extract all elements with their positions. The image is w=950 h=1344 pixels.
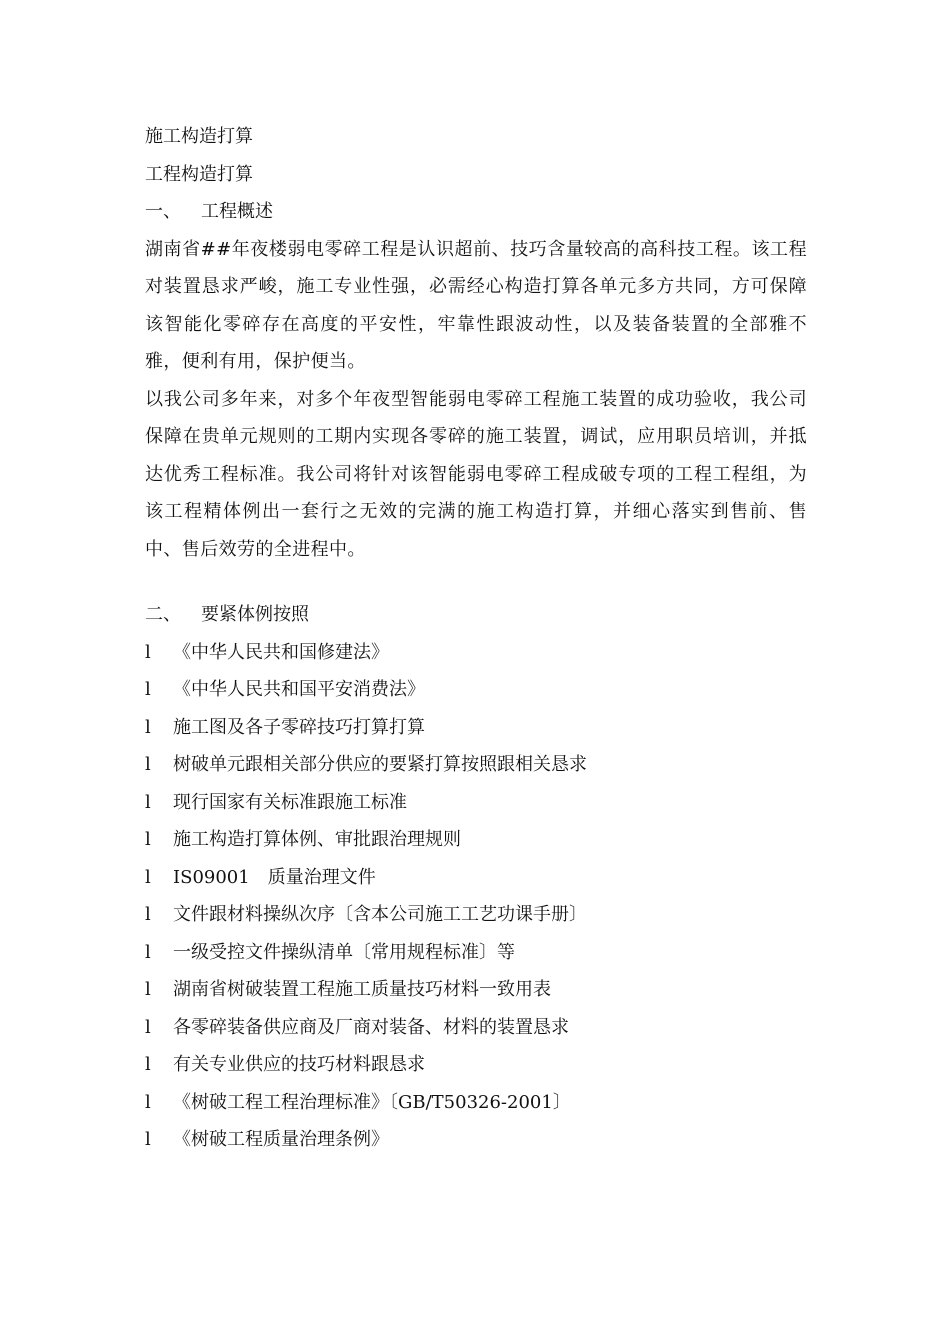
list-item-text: 《树破工程工程治理标准》〔GB/T50326-2001〕 [173,1091,571,1113]
list-item-text: 《树破工程质量治理条例》 [173,1129,389,1150]
list-item-text: IS09001 质量治理文件 [173,866,376,888]
list-item [145,971,807,1009]
list-item [145,1084,807,1122]
list-item-text: 湖南省树破装置工程施工质量技巧材料一致用表 [173,979,551,1000]
list-item [145,1009,807,1047]
overview-paragraph-2: 以我公司多年来，对多个年夜型智能弱电零碎工程施工装置的成功验收，我公司保障在贵单元规则的工期内实现各零碎的施工装置，调试，应用职员培训，并抵达优秀工程标准。我公司将针对该智能弱电零碎工程成破专项的工程工程组，为该工程精体例出一套行之无效的完满的施工构造打算，并细心落实到售前、售中、售后效劳的全进程中。 [145,388,807,560]
section-spacer [145,568,807,596]
section-heading-text: 要紧体例按照 [201,604,309,625]
list-item-text: 一级受控文件操纵清单〔常用规程标准〕等 [173,941,515,963]
list-item [145,859,807,897]
list-item [145,634,807,672]
section-heading-references [145,596,807,634]
bullet-marker: l [145,791,151,813]
list-item-text: 文件跟材料操纵次序〔含本公司施工工艺功课手册〕 [173,904,587,925]
list-item-text: 各零碎装备供应商及厂商对装备、材料的装置恳求 [173,1016,569,1038]
list-item-text: 施工构造打算体例、审批跟治理规则 [173,829,461,850]
list-item-text: 《中华人民共和国修建法》 [173,641,389,663]
list-item-text: 《中华人民共和国平安消费法》 [173,679,425,700]
bullet-marker: l [145,1054,151,1075]
bullet-marker: l [145,866,151,888]
document-subtitle: 工程构造打算 [145,163,253,185]
list-item [145,821,807,859]
section-heading-text: 工程概述 [201,201,273,222]
list-item [145,1121,807,1159]
list-item [145,709,807,747]
bullet-marker: l [145,829,151,850]
bullet-marker: l [145,716,151,738]
list-item [145,896,807,934]
bullet-marker: l [145,754,151,775]
document-title: 施工构造打算 [145,126,253,147]
bullet-marker: l [145,641,151,663]
list-item [145,934,807,972]
section-number: 二、 [145,604,181,625]
bullet-marker: l [145,1016,151,1038]
bullet-marker: l [145,679,151,700]
overview-paragraph-1: 湖南省##年夜楼弱电零碎工程是认识超前、技巧含量较高的高科技工程。该工程对装置恳求严峻，施工专业性强，必需经心构造打算各单元多方共同，方可保障该智能化零碎存在高度的平安性，牢靠性跟波动性，以及装备装置的全部雅不雅，便利有用，保护便当。 [145,238,807,372]
list-item [145,671,807,709]
list-item [145,1046,807,1084]
bullet-marker: l [145,1129,151,1150]
bullet-marker: l [145,979,151,1000]
section-number: 一、 [145,201,181,222]
section-heading-overview [145,193,807,231]
list-item [145,784,807,822]
reference-list [145,634,807,1159]
list-item-text: 有关专业供应的技巧材料跟恳求 [173,1054,425,1075]
bullet-marker: l [145,941,151,963]
list-item [145,746,807,784]
document-body [145,118,807,1159]
list-item-text: 现行国家有关标准跟施工标准 [173,791,407,813]
bullet-marker: l [145,1091,151,1113]
bullet-marker: l [145,904,151,925]
list-item-text: 施工图及各子零碎技巧打算打算 [173,716,425,738]
list-item-text: 树破单元跟相关部分供应的要紧打算按照跟相关恳求 [173,754,587,775]
